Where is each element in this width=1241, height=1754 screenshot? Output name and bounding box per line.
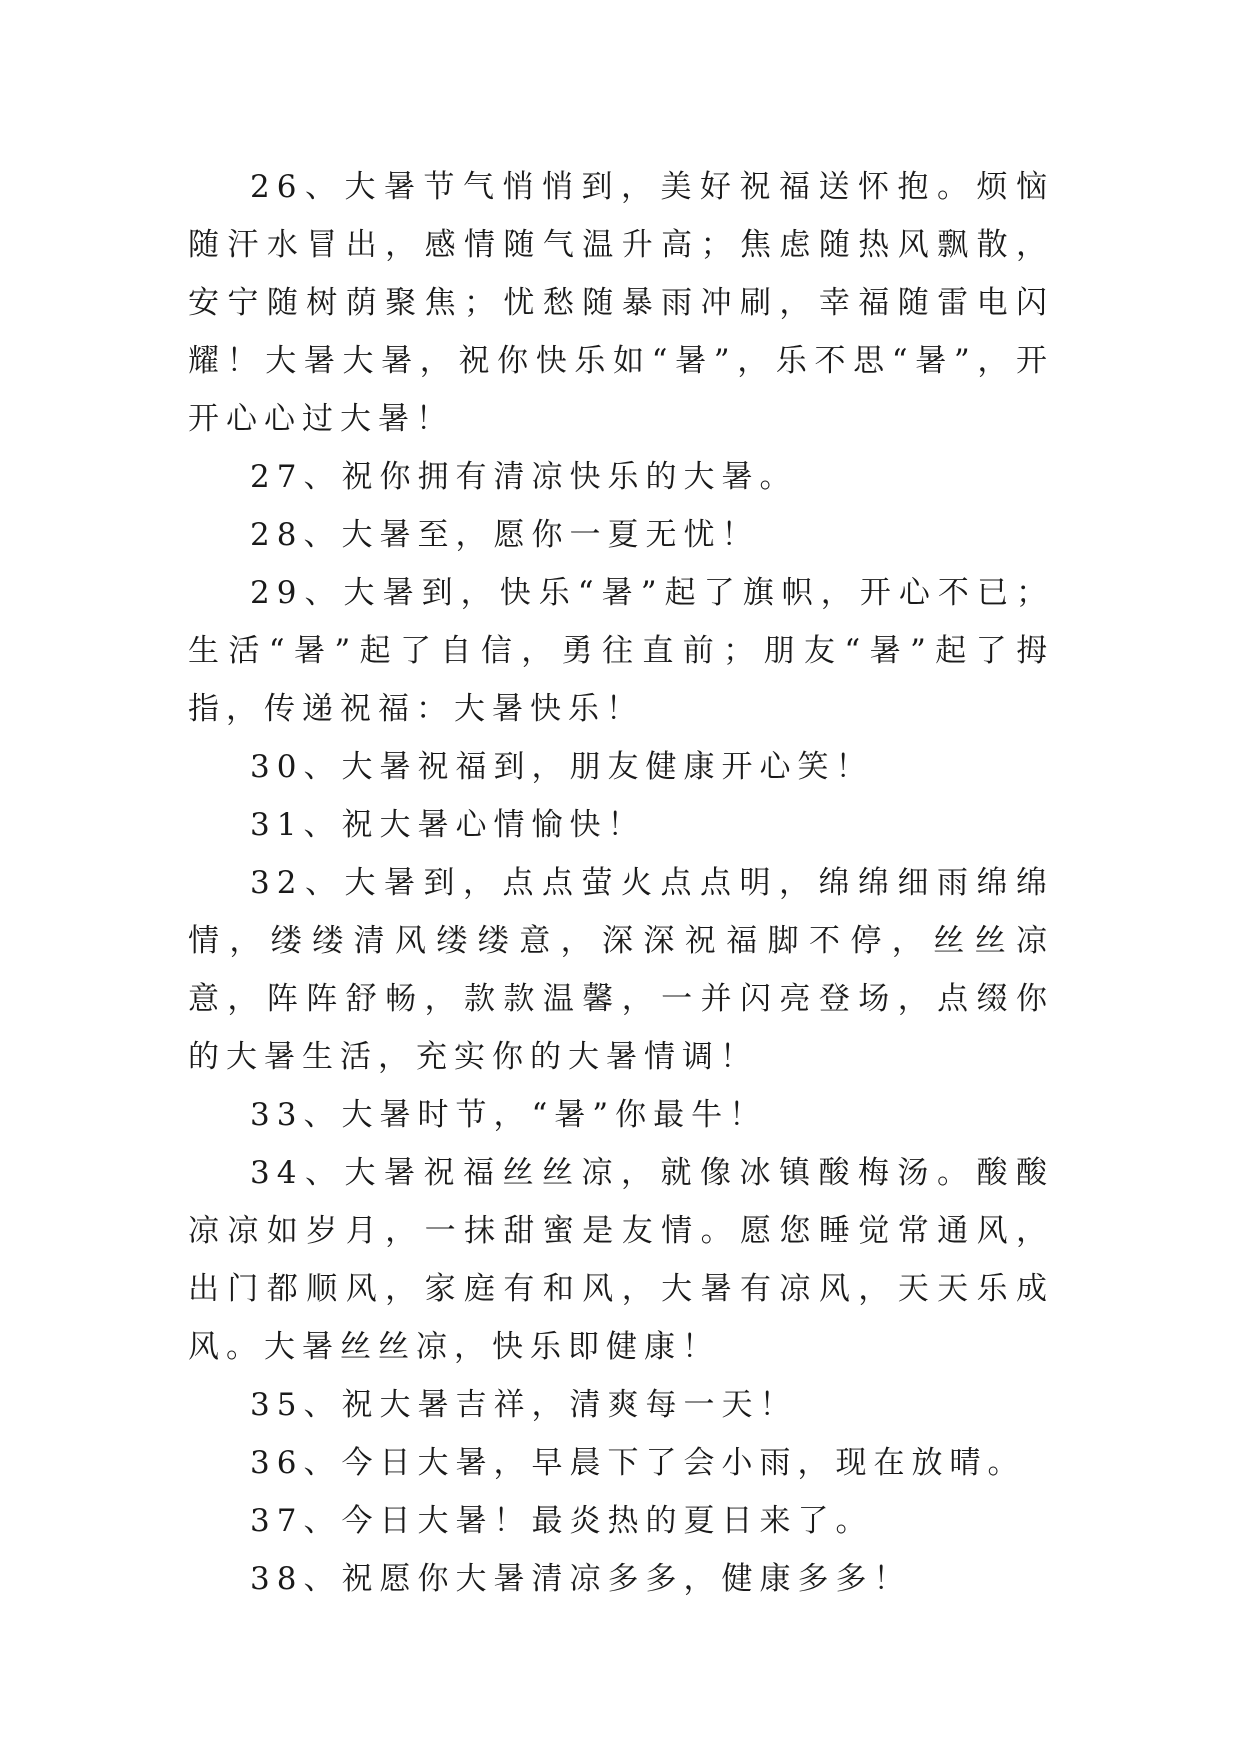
paragraph-36: 36、今日大暑，早晨下了会小雨，现在放晴。	[250, 1445, 1026, 1481]
paragraph-30: 30、大暑祝福到，朋友健康开心笑！	[250, 749, 874, 785]
document-body	[188, 158, 1054, 1608]
paragraph-34: 34、大暑祝福丝丝凉，就像冰镇酸梅汤。酸酸凉凉如岁月，一抹甜蜜是友情。愿您睡觉常通风，出门都顺风，家庭有和风，大暑有凉风，天天乐成风。大暑丝丝凉，快乐即健康！	[188, 1155, 1054, 1365]
paragraph-37: 37、今日大暑！最炎热的夏日来了。	[250, 1503, 874, 1539]
paragraph-27: 27、祝你拥有清凉快乐的大暑。	[250, 459, 798, 495]
paragraph-26: 26、大暑节气悄悄到，美好祝福送怀抱。烦恼随汗水冒出，感情随气温升高；焦虑随热风飘散，安宁随树荫聚焦；忧愁随暴雨冲刷，幸福随雷电闪耀！大暑大暑，祝你快乐如“暑”，乐不思“暑”，开开心心过大暑！	[188, 169, 1054, 437]
paragraph-33: 33、大暑时节，“暑”你最牛！	[250, 1097, 768, 1133]
paragraph-29: 29、大暑到，快乐“暑”起了旗帜，开心不已；生活“暑”起了自信，勇往直前；朋友“暑”起了拇指，传递祝福：大暑快乐！	[188, 575, 1054, 727]
paragraph-31: 31、祝大暑心情愉快！	[250, 807, 646, 843]
paragraph-35: 35、祝大暑吉祥，清爽每一天！	[250, 1387, 798, 1423]
paragraph-38: 38、祝愿你大暑清凉多多，健康多多！	[250, 1561, 912, 1597]
paragraph-32: 32、大暑到，点点萤火点点明，绵绵细雨绵绵情，缕缕清风缕缕意，深深祝福脚不停，丝丝凉意，阵阵舒畅，款款温馨，一并闪亮登场，点缀你的大暑生活，充实你的大暑情调！	[188, 865, 1054, 1075]
paragraph-28: 28、大暑至，愿你一夏无忧！	[250, 517, 760, 553]
